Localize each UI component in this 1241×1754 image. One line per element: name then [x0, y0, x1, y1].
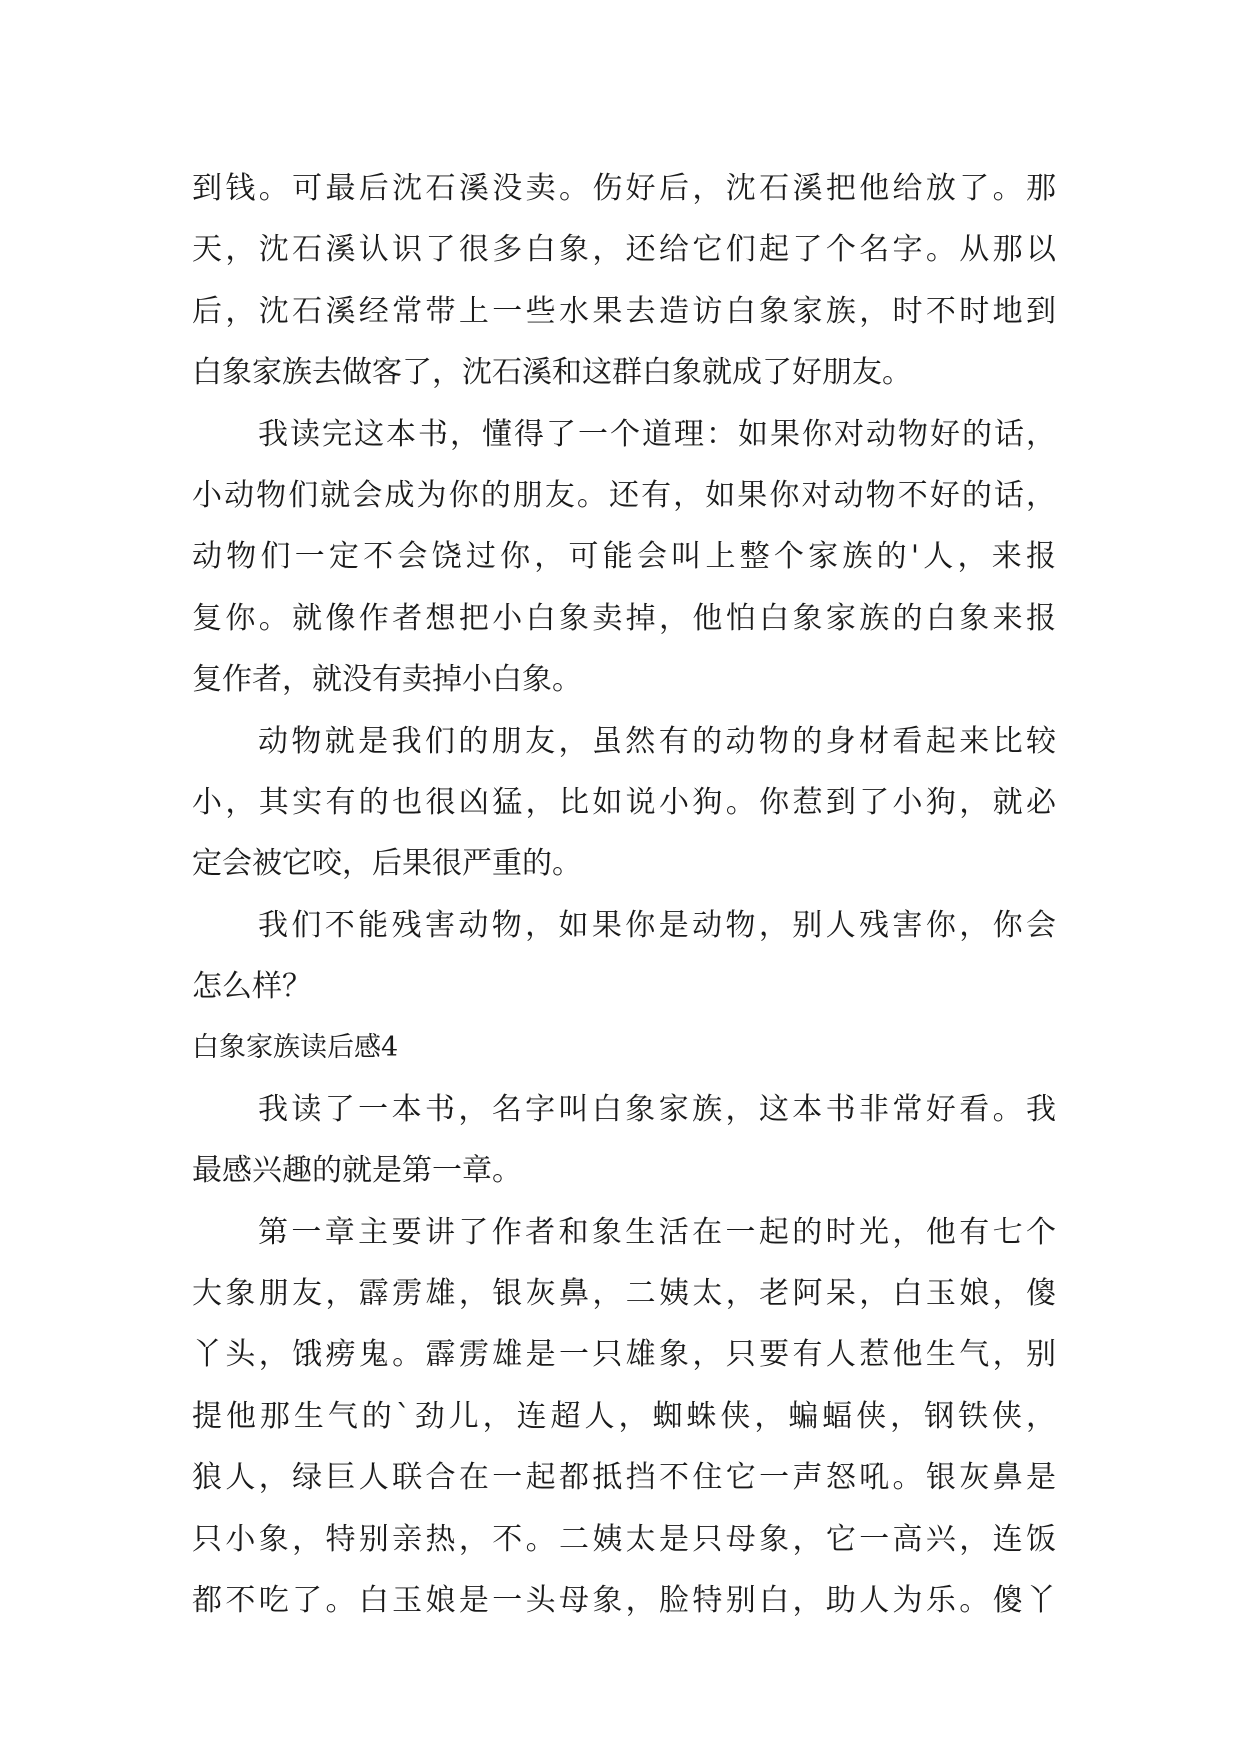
text-line: 小，其实有的也很凶猛，比如说小狗。你惹到了小狗，就必: [192, 784, 1056, 820]
text-line: 到钱。可最后沈石溪没卖。伤好后，沈石溪把他给放了。那: [192, 171, 1056, 206]
text-line: 天，沈石溪认识了很多白象，还给它们起了个名字。从那以: [192, 232, 1056, 268]
paragraph-first-line: 我读完这本书，懂得了一个道理：如果你对动物好的话，: [258, 416, 1056, 452]
text-line: 只小象，特别亲热，不。二姨太是只母象，它一高兴，连饭: [192, 1521, 1056, 1557]
document-body: [192, 158, 1056, 1631]
paragraph-first-line: 我读了一本书，名字叫白象家族，这本书非常好看。我: [258, 1091, 1056, 1127]
text-line: 狼人，绿巨人联合在一起都抵挡不住它一声怒吼。银灰鼻是: [192, 1460, 1056, 1496]
text-line: 复作者，就没有卖掉小白象。: [192, 662, 582, 698]
paragraph-first-line: 第一章主要讲了作者和象生活在一起的时光，他有七个: [258, 1214, 1056, 1250]
text-line: 大象朋友，霹雳雄，银灰鼻，二姨太，老阿呆，白玉娘，傻: [192, 1276, 1056, 1312]
text-line: 怎么样？: [192, 969, 312, 1005]
text-line: 定会被它咬，后果很严重的。: [192, 846, 582, 882]
text-line: 丫头，饿痨鬼。霹雳雄是一只雄象，只要有人惹他生气，别: [192, 1337, 1056, 1373]
text-line: 动物们一定不会饶过你，可能会叫上整个家族的'人，来报: [192, 539, 1056, 575]
text-line: 小动物们就会成为你的朋友。还有，如果你对动物不好的话，: [192, 477, 1056, 513]
text-line: 提他那生气的`劲儿，连超人，蜘蛛侠，蝙蝠侠，钢铁侠，: [192, 1398, 1056, 1434]
section-heading: 白象家族读后感4: [192, 1032, 399, 1064]
text-line: 复你。就像作者想把小白象卖掉，他怕白象家族的白象来报: [192, 600, 1056, 636]
paragraph-first-line: 动物就是我们的朋友，虽然有的动物的身材看起来比较: [258, 723, 1056, 759]
text-line: 最感兴趣的就是第一章。: [192, 1153, 522, 1189]
text-line: 都不吃了。白玉娘是一头母象，脸特别白，助人为乐。傻丫: [192, 1582, 1056, 1618]
text-line: 白象家族去做客了，沈石溪和这群白象就成了好朋友。: [192, 355, 912, 391]
text-line: 后，沈石溪经常带上一些水果去造访白象家族，时不时地到: [192, 293, 1056, 329]
paragraph-first-line: 我们不能残害动物，如果你是动物，别人残害你，你会: [258, 907, 1056, 943]
